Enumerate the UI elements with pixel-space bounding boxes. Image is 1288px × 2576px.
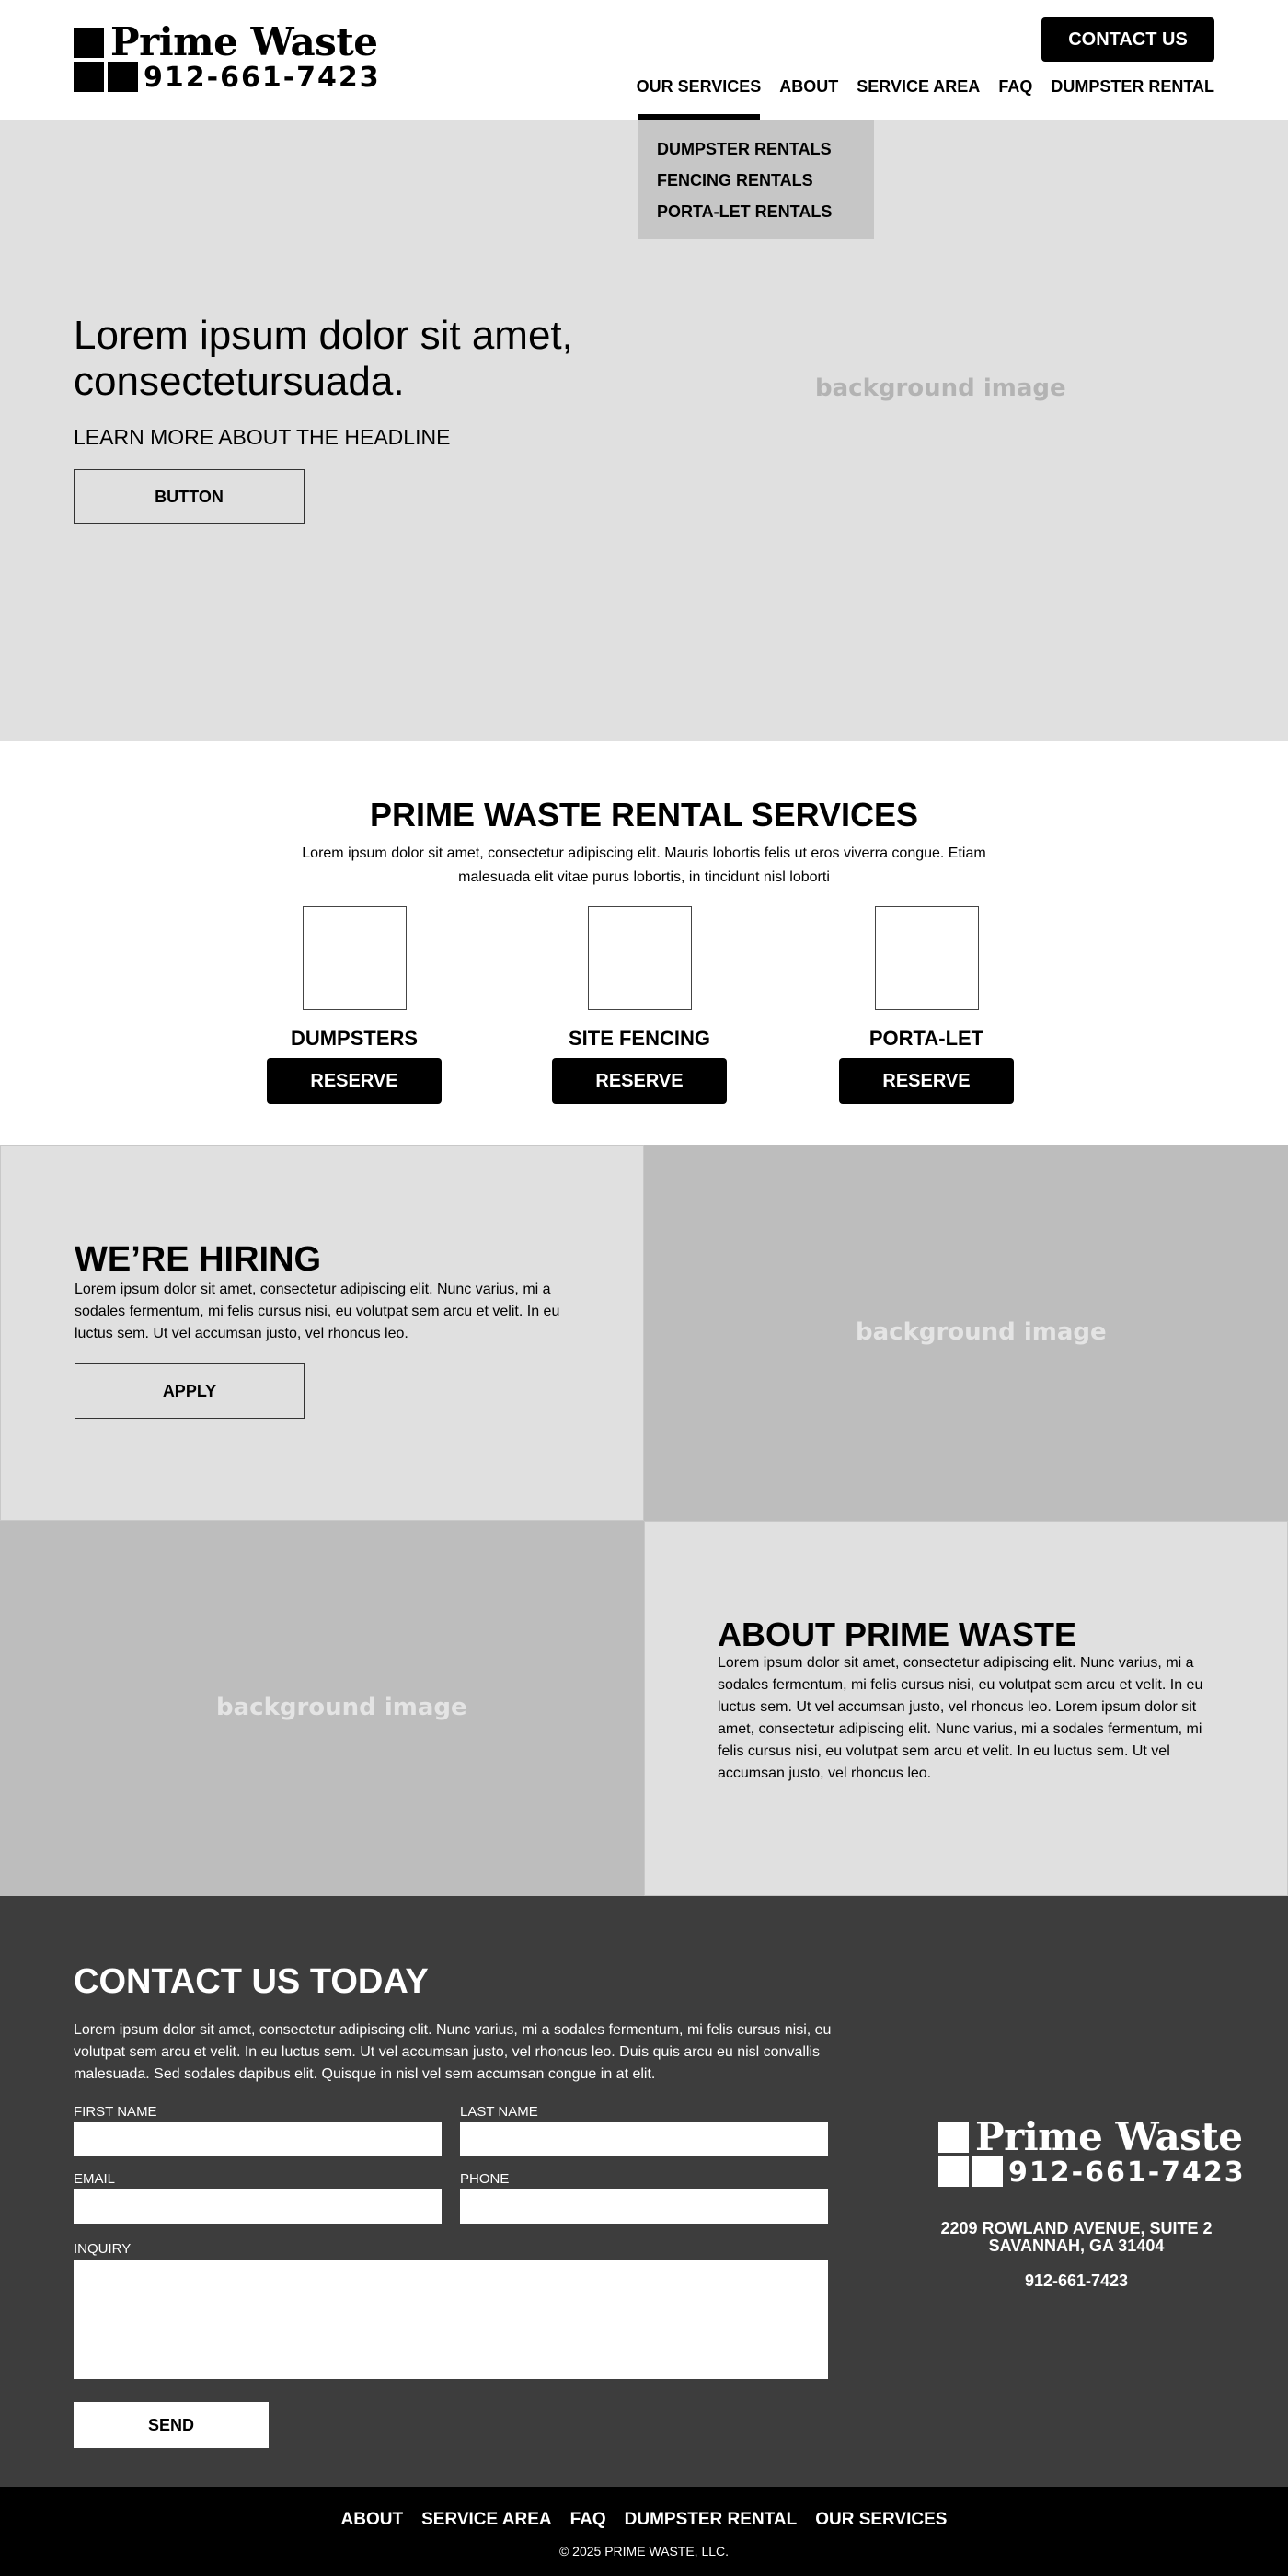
service-title: DUMPSTERS xyxy=(290,1027,419,1050)
site-footer xyxy=(0,2487,1288,2576)
logo-square-icon xyxy=(972,2156,1003,2187)
contact-section xyxy=(0,1896,1288,2487)
background-image-placeholder-label: background image xyxy=(856,1318,1107,1346)
contact-intro: Lorem ipsum dolor sit amet, consectetur adipiscing elit. Nunc varius, mi a sodales fermentum, mi felis cursus nisi, eu volutpat sem arcu et velit. In eu luctus sem. Ut vel accumsan justo, vel rhoncus leo. Duis quis arcu eu nisl convallis malesuada. Sed sodales dapibus elit. Quisque in nisl vel sem accumsan congue in at elit. xyxy=(74,2022,832,2082)
contact-phone[interactable]: 912-661-7423 xyxy=(1024,2271,1129,2290)
phone-label: PHONE xyxy=(460,2171,510,2187)
main-nav xyxy=(637,77,1214,97)
hiring-body: Lorem ipsum dolor sit amet, consectetur adipiscing elit. Nunc varius, mi a sodales fermentum, mi felis cursus nisi, eu volutpat sem arcu et velit. In eu luctus sem. Ut vel accumsan justo, vel rhoncus leo. xyxy=(75,1282,560,1341)
service-image-placeholder xyxy=(875,906,979,1010)
logo-square-icon xyxy=(938,2156,969,2187)
hiring-background-image xyxy=(644,1145,1288,1521)
nav-our-services[interactable]: OUR SERVICES xyxy=(636,77,762,96)
inquiry-label: INQUIRY xyxy=(74,2241,132,2257)
logo-name: Prime Waste xyxy=(975,2114,1243,2159)
services-section xyxy=(0,741,1288,1145)
copyright: © 2025 PRIME WASTE, LLC. xyxy=(558,2544,730,2559)
hiring-title: WE’RE HIRING xyxy=(75,1240,322,1279)
about-section xyxy=(644,1521,1288,1896)
reserve-button[interactable]: RESERVE xyxy=(267,1058,442,1104)
service-image-placeholder xyxy=(303,906,407,1010)
footer-link-service-area[interactable]: SERVICE AREA xyxy=(421,2510,552,2529)
footer-link-faq[interactable]: FAQ xyxy=(569,2510,606,2529)
service-card-dumpsters xyxy=(267,906,442,1104)
logo-name: Prime Waste xyxy=(110,19,378,64)
logo-square-icon xyxy=(74,28,104,58)
footer-link-our-services[interactable]: OUR SERVICES xyxy=(815,2510,948,2529)
hero-background-image-placeholder: background image xyxy=(815,374,1066,402)
hero-button[interactable]: BUTTON xyxy=(74,469,305,524)
footer-nav xyxy=(0,2510,1288,2530)
address-line-1: 2209 ROWLAND AVENUE, SUITE 2 xyxy=(940,2219,1213,2237)
services-description: Lorem ipsum dolor sit amet, consectetur adipiscing elit. Mauris lobortis felis ut eros viverra congue. Etiam malesuada elit vitae purus lobortis, in tincidunt nisl loborti xyxy=(302,845,986,885)
dropdown-item-porta-let-rentals[interactable]: PORTA-LET RENTALS xyxy=(657,202,833,221)
nav-about[interactable]: ABOUT xyxy=(779,77,839,96)
send-button[interactable]: SEND xyxy=(74,2402,269,2448)
site-header xyxy=(0,0,1288,120)
contact-logo xyxy=(938,2114,1246,2189)
phone-field[interactable] xyxy=(460,2189,828,2224)
service-title: PORTA-LET xyxy=(868,1027,984,1050)
service-card-site-fencing xyxy=(552,906,727,1104)
dropdown-item-fencing-rentals[interactable]: FENCING RENTALS xyxy=(657,171,813,190)
dropdown-item-dumpster-rentals[interactable]: DUMPSTER RENTALS xyxy=(657,140,832,158)
services-title: PRIME WASTE RENTAL SERVICES xyxy=(369,796,919,834)
site-logo[interactable] xyxy=(74,19,381,94)
apply-button[interactable]: APPLY xyxy=(75,1363,305,1419)
address xyxy=(920,2220,1233,2255)
logo-phone: 912-661-7423 xyxy=(144,62,381,94)
contact-us-button[interactable]: CONTACT US xyxy=(1041,17,1214,62)
first-name-field[interactable] xyxy=(74,2122,442,2156)
logo-phone: 912-661-7423 xyxy=(1008,2156,1246,2189)
nav-service-area[interactable]: SERVICE AREA xyxy=(857,77,981,96)
service-image-placeholder xyxy=(588,906,692,1010)
about-body: Lorem ipsum dolor sit amet, consectetur adipiscing elit. Nunc varius, mi a sodales fermentum, mi felis cursus nisi, eu volutpat sem arcu et velit. In eu luctus sem. Ut vel accumsan justo, vel rhoncus leo. Lorem ipsum dolor sit amet, consectetur adipiscing elit. Nunc varius, mi a sodales fermentum, mi felis cursus nisi, eu volutpat sem arcu et velit. In eu luctus sem. Ut vel accumsan justo, vel rhoncus leo. xyxy=(718,1655,1203,1781)
nav-dumpster-rental[interactable]: DUMPSTER RENTAL xyxy=(1051,77,1214,96)
email-label: EMAIL xyxy=(74,2171,116,2187)
background-image-placeholder-label: background image xyxy=(216,1694,467,1721)
first-name-label: FIRST NAME xyxy=(74,2104,157,2120)
logo-square-icon xyxy=(938,2122,969,2153)
logo-square-icon xyxy=(108,62,138,92)
hero-headline: Lorem ipsum dolor sit amet, consectetursuada. xyxy=(74,313,573,404)
email-field[interactable] xyxy=(74,2189,442,2224)
address-line-2: SAVANNAH, GA 31404 xyxy=(988,2237,1165,2255)
reserve-button[interactable]: RESERVE xyxy=(552,1058,727,1104)
inquiry-field[interactable] xyxy=(74,2260,828,2379)
last-name-field[interactable] xyxy=(460,2122,828,2156)
contact-title: CONTACT US TODAY xyxy=(74,1962,429,2001)
about-background-image xyxy=(0,1521,644,1896)
nav-faq[interactable]: FAQ xyxy=(998,77,1033,96)
logo-square-icon xyxy=(74,62,104,92)
footer-link-dumpster-rental[interactable]: DUMPSTER RENTAL xyxy=(624,2510,798,2529)
hero-subheadline: LEARN MORE ABOUT THE HEADLINE xyxy=(74,425,451,449)
about-title: ABOUT PRIME WASTE xyxy=(718,1616,1077,1653)
service-card-porta-let xyxy=(839,906,1014,1104)
service-title: SITE FENCING xyxy=(568,1027,710,1050)
hiring-section xyxy=(0,1145,644,1521)
footer-link-about[interactable]: ABOUT xyxy=(340,2510,404,2529)
services-dropdown-menu xyxy=(638,120,874,239)
reserve-button[interactable]: RESERVE xyxy=(839,1058,1014,1104)
last-name-label: LAST NAME xyxy=(460,2104,538,2120)
